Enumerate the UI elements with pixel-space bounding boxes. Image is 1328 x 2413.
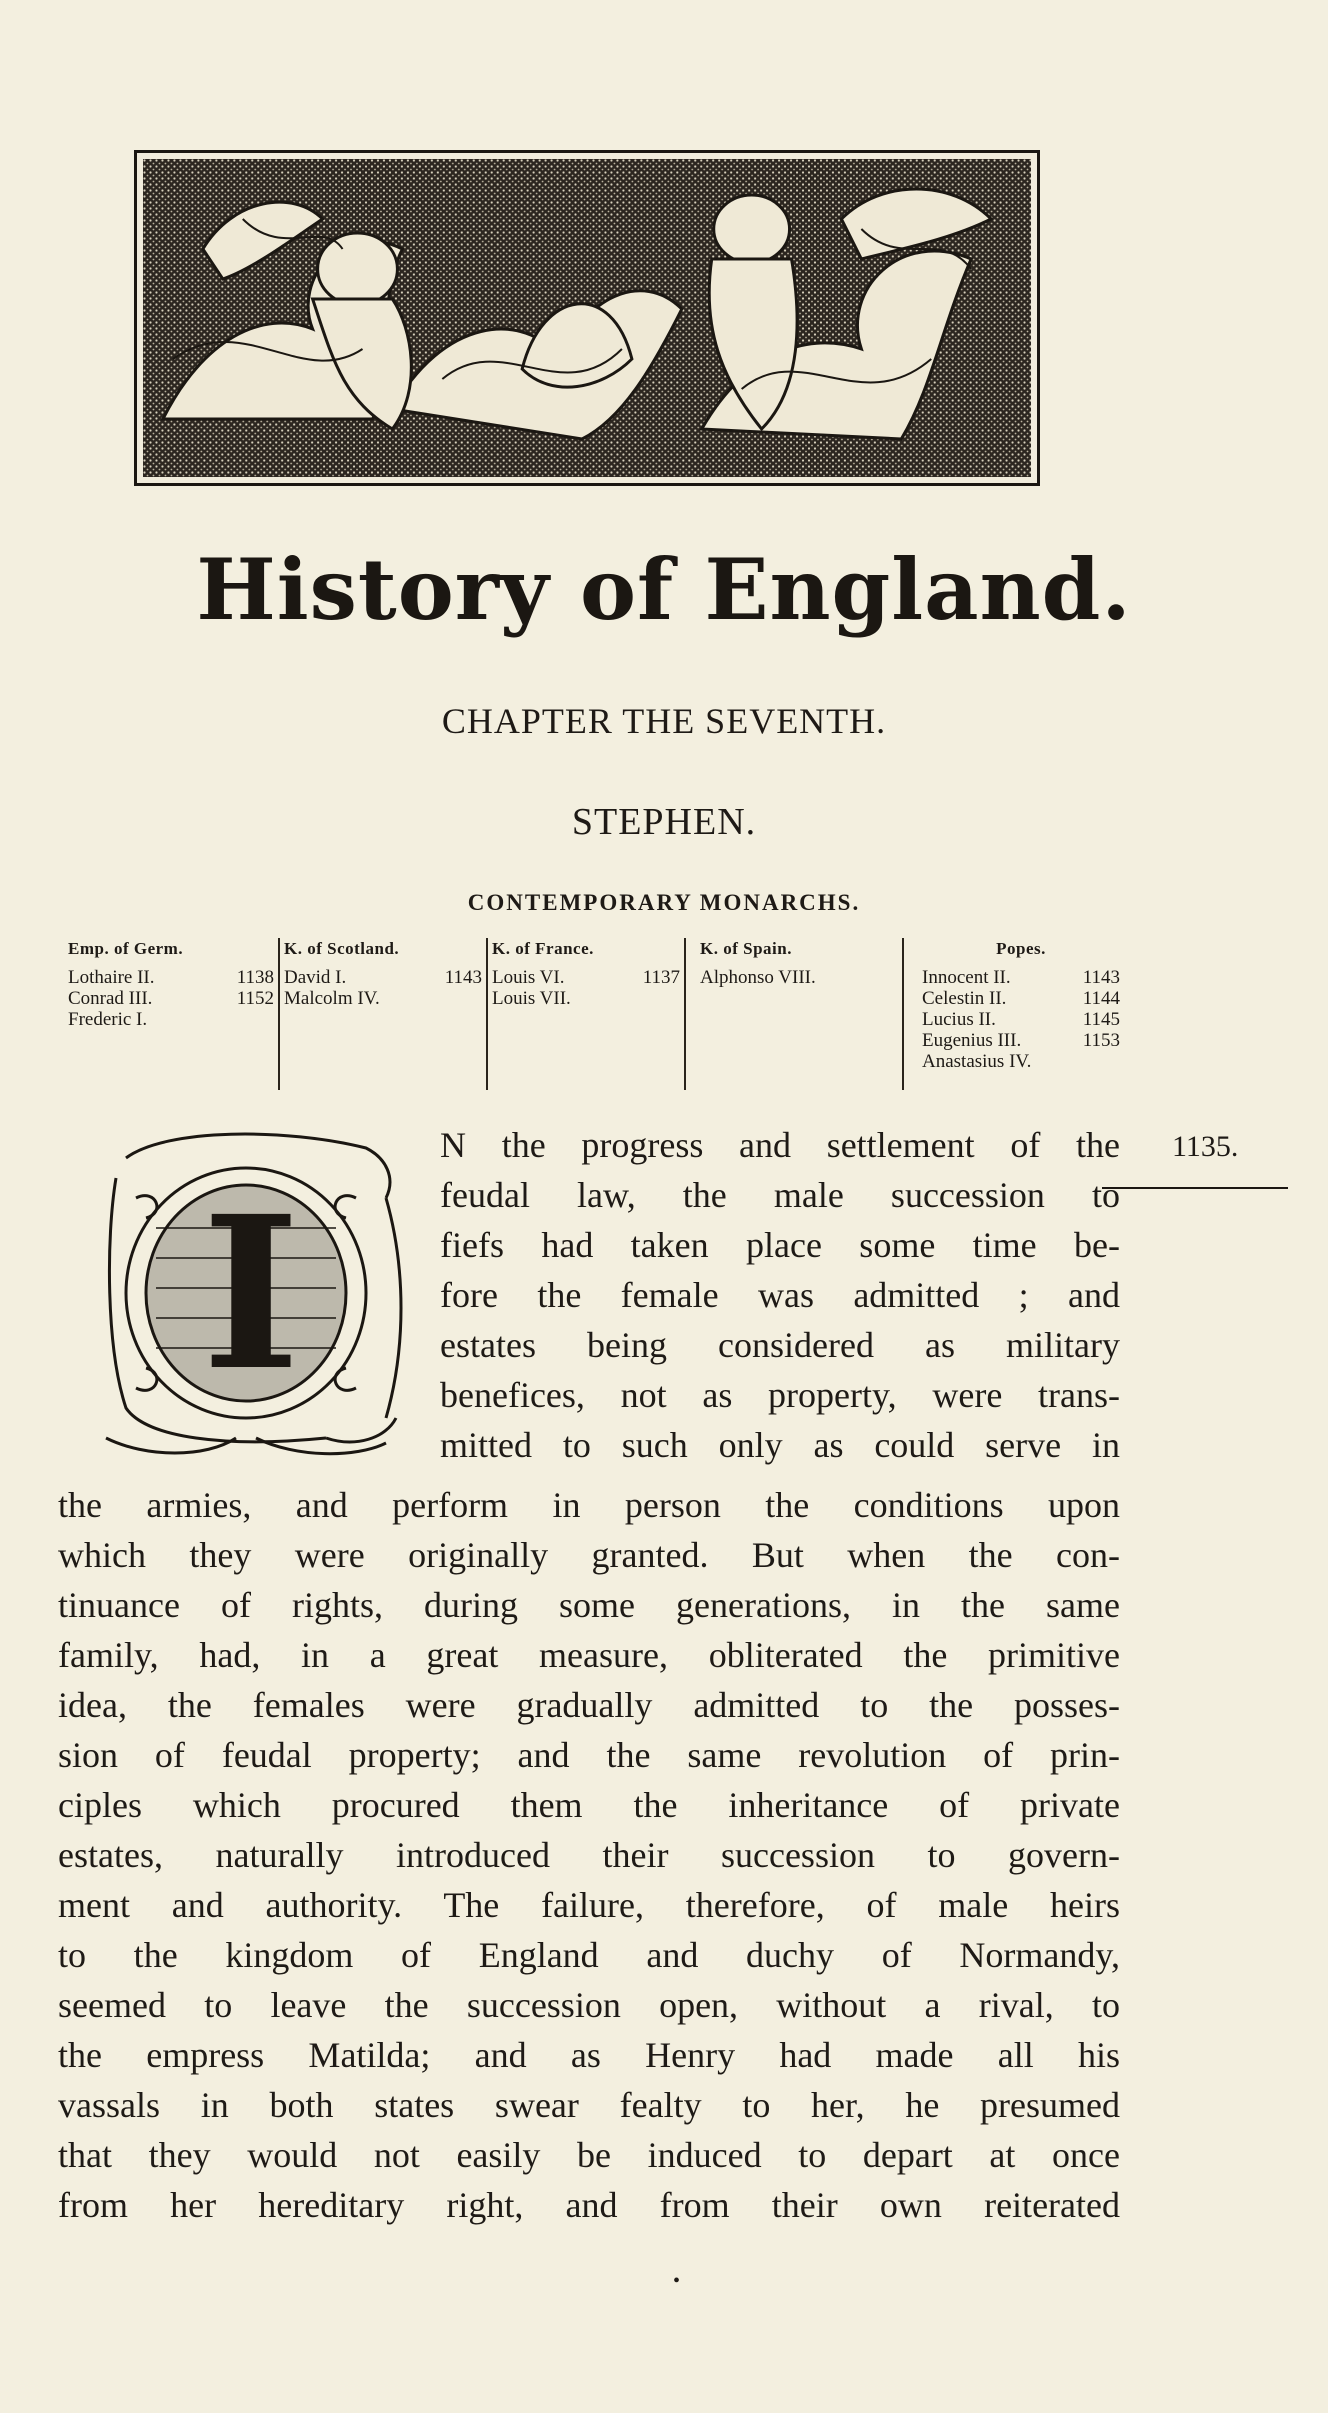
monarch-row <box>922 1009 1120 1030</box>
monarch-column-heading: K. of Spain. <box>700 939 792 958</box>
monarch-name: Louis VI. <box>492 967 565 988</box>
monarch-year: 1143 <box>444 967 482 988</box>
monarch-row <box>492 967 680 988</box>
book-title: History of England. <box>196 540 1132 639</box>
monarch-year: 1144 <box>1082 988 1120 1009</box>
body-line: benefices, not as property, were trans- <box>440 1375 1120 1415</box>
body-line: which they were originally granted. But when the con- <box>58 1535 1120 1575</box>
monarch-row <box>922 1030 1120 1051</box>
margin-year-note: 1135. <box>1172 1130 1239 1163</box>
body-line: fiefs had taken place some time be- <box>440 1225 1120 1265</box>
monarch-year: 1137 <box>642 967 680 988</box>
monarch-row <box>68 1009 274 1030</box>
monarch-name: Lucius II. <box>922 1009 996 1030</box>
monarch-column-scotland <box>280 938 488 1090</box>
monarch-column-heading: Popes. <box>996 939 1046 958</box>
monarch-name: Lothaire II. <box>68 967 155 988</box>
monarch-row <box>922 988 1120 1009</box>
body-line: ment and authority. The failure, therefore, of male heirs <box>58 1885 1120 1925</box>
monarch-year: 1138 <box>236 967 274 988</box>
monarch-year: 1145 <box>1082 1009 1120 1030</box>
body-line: to the kingdom of England and duchy of Normandy, <box>58 1935 1120 1975</box>
monarch-row <box>700 967 898 988</box>
monarch-row <box>922 967 1120 988</box>
monarch-column-heading: K. of France. <box>492 939 594 958</box>
contemporary-monarchs-table <box>64 938 1124 1090</box>
monarch-name: David I. <box>284 967 347 988</box>
monarch-column-spain <box>686 938 904 1090</box>
monarch-name: Celestin II. <box>922 988 1007 1009</box>
body-line: idea, the females were gradually admitted to the posses- <box>58 1685 1120 1725</box>
margin-rule <box>1102 1187 1288 1189</box>
monarch-year: 1143 <box>1082 967 1120 988</box>
monarch-year: 1152 <box>236 988 274 1009</box>
monarch-row <box>68 967 274 988</box>
monarch-name: Frederic I. <box>68 1009 148 1030</box>
cherubs-foliage-engraving-icon <box>143 159 1031 477</box>
contemporary-monarchs-heading: CONTEMPORARY MONARCHS. <box>467 890 861 915</box>
body-line: family, had, in a great measure, obliterated the primitive <box>58 1635 1120 1675</box>
body-line: vassals in both states swear fealty to her, he presumed <box>58 2085 1120 2125</box>
monarch-row <box>68 988 274 1009</box>
body-line: fore the female was admitted ; and <box>440 1275 1120 1315</box>
monarch-name: Eugenius III. <box>922 1030 1022 1051</box>
signature-mark: • <box>673 2270 681 2292</box>
body-line: estates, naturally introduced their succession to govern- <box>58 1835 1120 1875</box>
monarch-column-heading: Emp. of Germ. <box>68 939 184 958</box>
chapter-title: CHAPTER THE SEVENTH. <box>441 701 887 741</box>
monarch-column-germany <box>64 938 280 1090</box>
monarch-name: Louis VII. <box>492 988 571 1009</box>
initial-letter: I <box>201 1169 301 1417</box>
body-line: sion of feudal property; and the same revolution of prin- <box>58 1735 1120 1775</box>
monarch-row <box>492 988 680 1009</box>
monarch-column-popes <box>904 938 1124 1090</box>
body-line: N the progress and settlement of the <box>440 1125 1120 1165</box>
monarch-year: 1153 <box>1082 1030 1120 1051</box>
decorated-initial <box>86 1118 416 1468</box>
body-line: that they would not easily be induced to depart at once <box>58 2135 1120 2175</box>
body-line: estates being considered as military <box>440 1325 1120 1365</box>
body-line: ciples which procured them the inheritance of private <box>58 1785 1120 1825</box>
body-line: tinuance of rights, during some generations, in the same <box>58 1585 1120 1625</box>
body-line: the armies, and perform in person the conditions upon <box>58 1485 1120 1525</box>
body-line: from her hereditary right, and from their own reiterated <box>58 2185 1120 2225</box>
reign-title: STEPHEN. <box>571 801 757 843</box>
monarch-name: Anastasius IV. <box>922 1051 1032 1072</box>
body-line: feudal law, the male succession to <box>440 1175 1120 1215</box>
monarch-name: Malcolm IV. <box>284 988 380 1009</box>
monarch-row <box>284 967 482 988</box>
monarch-column-france <box>488 938 686 1090</box>
decorative-headpiece-engraving <box>134 150 1040 486</box>
monarch-name: Conrad III. <box>68 988 153 1009</box>
ornamental-frame-icon <box>86 1118 416 1468</box>
monarch-column-heading: K. of Scotland. <box>284 939 400 958</box>
monarch-name: Innocent II. <box>922 967 1011 988</box>
monarch-row <box>922 1051 1120 1072</box>
monarch-row <box>284 988 482 1009</box>
body-line: mitted to such only as could serve in <box>440 1425 1120 1465</box>
body-line: seemed to leave the succession open, without a rival, to <box>58 1985 1120 2025</box>
body-line: the empress Matilda; and as Henry had made all his <box>58 2035 1120 2075</box>
monarch-name: Alphonso VIII. <box>700 967 816 988</box>
